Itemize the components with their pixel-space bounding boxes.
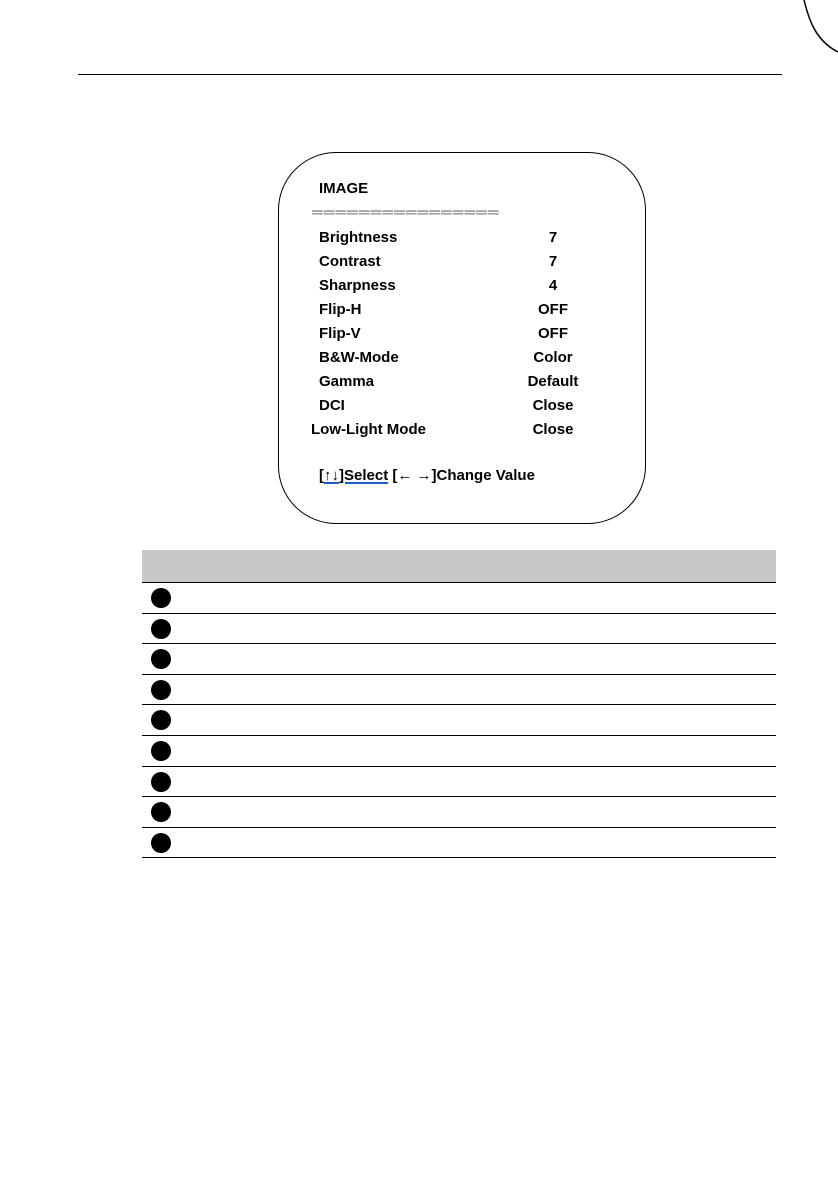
osd-separator: ════════════════ [312,204,500,221]
osd-item-brightness[interactable] [279,229,645,249]
osd-item-value: 7 [548,253,558,270]
osd-item-sharpness[interactable] [279,277,645,297]
table-row [142,767,776,798]
osd-item-label: Gamma [319,373,375,390]
osd-item-label: B&W-Mode [319,349,399,366]
header-rule [78,74,782,75]
table-row [142,797,776,828]
osd-item-value: OFF [538,325,568,342]
osd-navigation-hint [319,467,535,484]
number-circle-icon [151,588,171,608]
number-circle-icon [151,649,171,669]
osd-item-value: 7 [548,229,558,246]
bracket: [ [392,467,398,484]
osd-item-value: Close [532,421,574,438]
osd-menu-panel [278,152,646,524]
osd-item-flip-h[interactable] [279,301,645,321]
osd-item-dci[interactable] [279,397,645,417]
osd-item-value: 4 [548,277,558,294]
osd-menu-title: IMAGE [319,180,369,197]
osd-item-label: Flip-V [319,325,361,342]
number-circle-icon [151,833,171,853]
table-row [142,644,776,675]
select-hint: ]Select [339,467,389,484]
table-row [142,675,776,706]
number-circle-icon [151,680,171,700]
osd-item-label: Contrast [319,253,381,270]
change-value-hint: ]Change Value [431,467,535,484]
table-row [142,736,776,767]
osd-item-label: Low-Light Mode [311,421,426,438]
bracket: [ [319,467,324,484]
table-header [142,550,776,583]
number-circle-icon [151,741,171,761]
table-row [142,828,776,859]
up-down-arrows-icon: ↑↓ [324,467,339,484]
number-circle-icon [151,802,171,822]
osd-item-contrast[interactable] [279,253,645,273]
number-circle-icon [151,772,171,792]
osd-item-low-light-mode[interactable] [279,421,645,441]
osd-item-label: Sharpness [319,277,396,294]
osd-item-bw-mode[interactable] [279,349,645,369]
number-circle-icon [151,619,171,639]
osd-item-value: Default [527,373,579,390]
table-row [142,614,776,645]
osd-item-value: Color [533,349,573,366]
osd-item-flip-v[interactable] [279,325,645,345]
description-table [142,550,776,858]
table-row [142,705,776,736]
osd-item-gamma[interactable] [279,373,645,393]
osd-item-value: Close [532,397,574,414]
osd-item-label: Brightness [319,229,398,246]
crop-corner-mark [0,0,838,60]
left-right-arrows-icon: ← → [397,467,432,484]
osd-item-label: DCI [319,397,345,414]
osd-item-value: OFF [538,301,568,318]
number-circle-icon [151,710,171,730]
osd-item-label: Flip-H [319,301,362,318]
table-row [142,583,776,614]
